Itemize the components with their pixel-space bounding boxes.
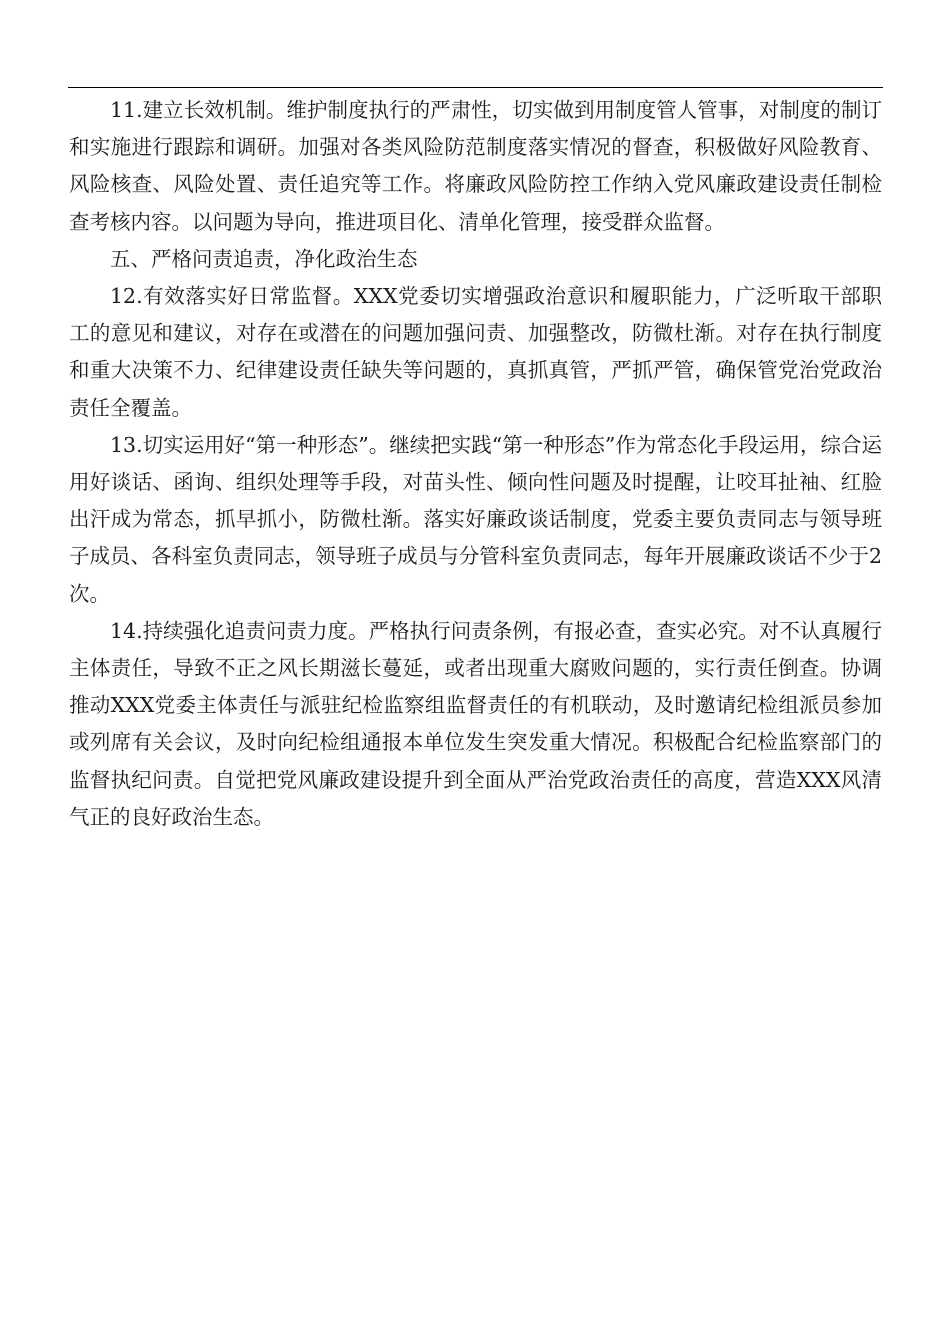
paragraph-item-13: 13.切实运用好“第一种形态”。继续把实践“第一种形态”作为常态化手段运用，综合运用好谈话、函询、组织处理等手段，对苗头性、倾向性问题及时提醒，让咬耳扯袖、红脸出汗成为常态，抓早抓小，防微杜渐。落实好廉政谈话制度，党委主要负责同志与领导班子成员、各科室负责同志，领导班子成员与分管科室负责同志，每年开展廉政谈话不少于2次。 [69, 432, 882, 606]
header-rule [68, 87, 883, 88]
section-heading-5: 五、严格问责追责，净化政治生态 [110, 246, 418, 271]
paragraph-item-14: 14.持续强化追责问责力度。严格执行问责条例，有报必查，查实必究。对不认真履行主体责任，导致不正之风长期滋长蔓延，或者出现重大腐败问题的，实行责任倒查。协调推动XXX党委主体责任与派驻纪检监察组监督责任的有机联动，及时邀请纪检组派员参加或列席有关会议，及时向纪检组通报本单位发生突发重大情况。积极配合纪检监察部门的监督执纪问责。自觉把党风廉政建设提升到全面从严治党政治责任的高度，营造XXX风清气正的良好政治生态。 [69, 618, 882, 829]
document-body [69, 92, 882, 836]
paragraph-item-12: 12.有效落实好日常监督。XXX党委切实增强政治意识和履职能力，广泛听取干部职工的意见和建议，对存在或潜在的问题加强问责、加强整改，防微杜渐。对存在执行制度和重大决策不力、纪律建设责任缺失等问题的，真抓真管，严抓严管，确保管党治党政治责任全覆盖。 [69, 284, 882, 420]
paragraph-item-11: 11.建立长效机制。维护制度执行的严肃性，切实做到用制度管人管事，对制度的制订和实施进行跟踪和调研。加强对各类风险防范制度落实情况的督查，积极做好风险教育、风险核查、风险处置、责任追究等工作。将廉政风险防控工作纳入党风廉政建设责任制检查考核内容。以问题为导向，推进项目化、清单化管理，接受群众监督。 [69, 98, 882, 234]
